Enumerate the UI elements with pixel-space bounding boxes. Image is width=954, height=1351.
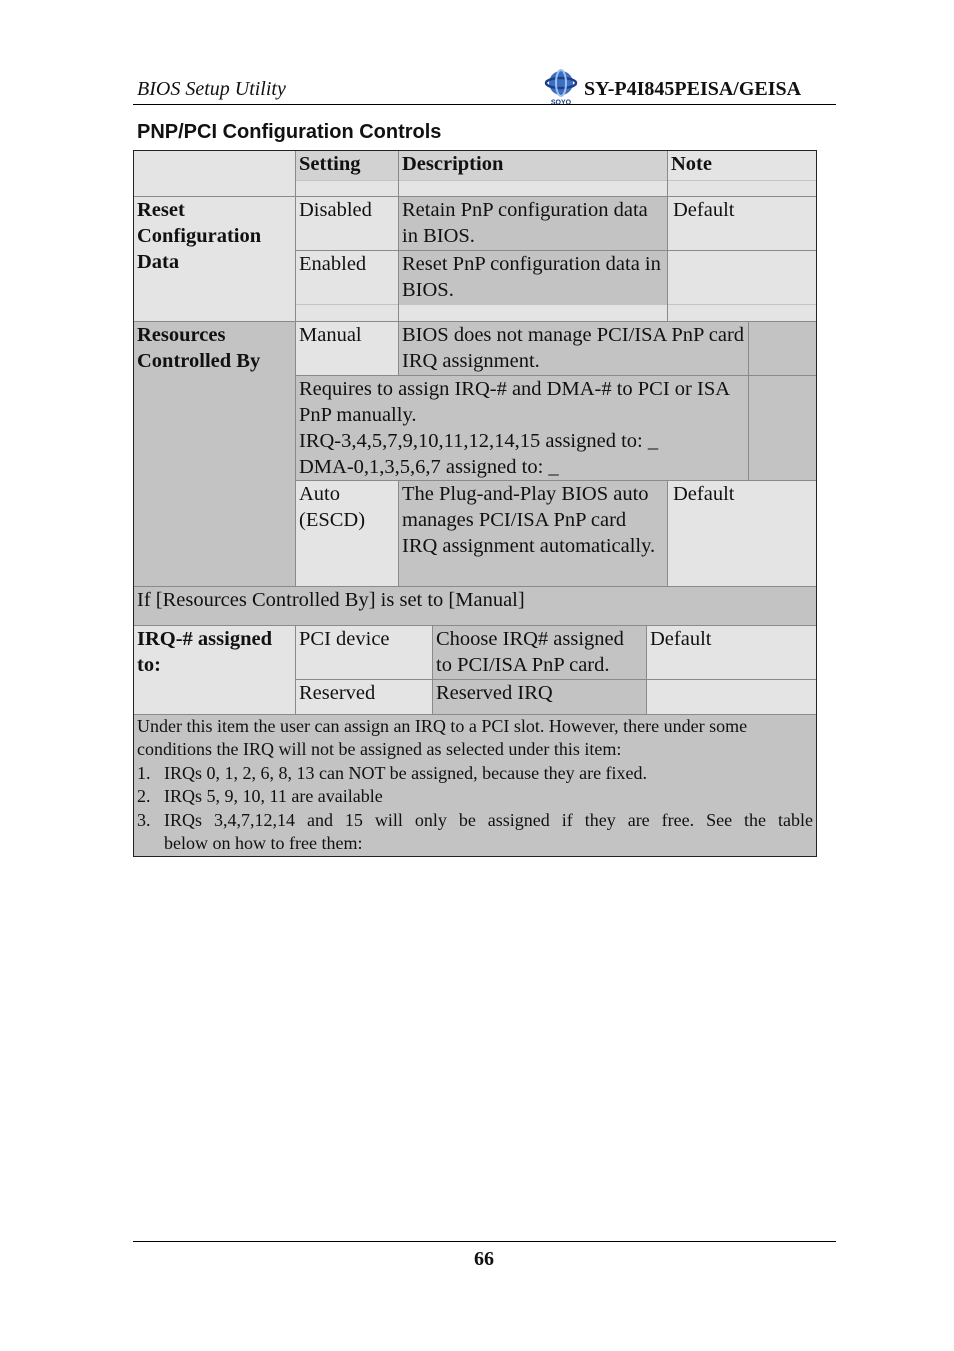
reset-enabled-description: Reset PnP configuration data in BIOS. bbox=[399, 251, 667, 304]
reset-disabled-note: Default bbox=[668, 197, 816, 250]
column-header-description: Description bbox=[399, 151, 667, 180]
resources-manual-detail bbox=[296, 376, 748, 480]
footer-rule bbox=[133, 1241, 836, 1242]
irq-pci-device-note: Default bbox=[647, 626, 816, 679]
manual-detail-line-3: DMA-0,1,3,5,6,7 assigned to: _ bbox=[299, 456, 559, 478]
column-header-note: Note bbox=[668, 151, 816, 180]
irq-reserved-description: Reserved IRQ bbox=[433, 680, 646, 714]
manual-detail-line-2: IRQ-3,4,5,7,9,10,11,12,14,15 assigned to: _ bbox=[299, 430, 659, 452]
manual-condition-row: If [Resources Controlled By] is set to [Manual] bbox=[134, 587, 816, 625]
reset-enabled-setting: Enabled bbox=[296, 251, 398, 304]
irq-reserved-setting: Reserved bbox=[296, 680, 432, 714]
irq-assigned-label: IRQ-# assigned to: bbox=[134, 626, 295, 714]
irq-pci-device-description: Choose IRQ# assigned to PCI/ISA PnP card. bbox=[433, 626, 646, 679]
irq-pci-device-setting: PCI device bbox=[296, 626, 432, 679]
manual-detail-line-1: Requires to assign IRQ-# and DMA-# to PCI or ISA PnP manually. bbox=[299, 378, 729, 426]
irq-notes-intro: Under this item the user can assign an IRQ to a PCI slot. However, there under some conditions the IRQ will not be assigned as selected under this item: bbox=[137, 716, 748, 760]
list-item: 1. IRQs 0, 1, 2, 6, 8, 13 can NOT be assigned, because they are fixed. bbox=[137, 762, 648, 783]
reset-disabled-description: Retain PnP configuration data in BIOS. bbox=[399, 197, 667, 250]
resources-auto-note: Default bbox=[668, 481, 816, 586]
pnp-pci-settings-table bbox=[133, 150, 817, 857]
reset-configuration-label: Reset Configuration Data bbox=[134, 197, 295, 321]
reset-disabled-setting: Disabled bbox=[296, 197, 398, 250]
resources-auto-description: The Plug-and-Play BIOS auto manages PCI/ISA PnP card IRQ assignment automatically. bbox=[399, 481, 667, 586]
running-header-title: BIOS Setup Utility bbox=[137, 78, 286, 100]
soyo-logo-icon bbox=[543, 68, 579, 106]
page-number: 66 bbox=[474, 1248, 494, 1270]
running-header-model: SY-P4I845PEISA/GEISA bbox=[584, 78, 802, 100]
header-blank-cell bbox=[134, 151, 295, 196]
section-title: PNP/PCI Configuration Controls bbox=[137, 121, 442, 143]
reset-enabled-note bbox=[668, 251, 816, 304]
irq-notes bbox=[134, 715, 816, 856]
resources-controlled-label: Resources Controlled By bbox=[134, 322, 295, 586]
list-item: 3. IRQs 3,4,7,12,14 and 15 will only be assigned if they are free. See the table below on how to free them: bbox=[137, 809, 813, 854]
resources-manual-setting: Manual bbox=[296, 322, 398, 375]
list-item: 2. IRQs 5, 9, 10, 11 are available bbox=[137, 786, 383, 807]
header-rule bbox=[133, 104, 836, 105]
resources-manual-description: BIOS does not manage PCI/ISA PnP card IRQ assignment. bbox=[399, 322, 748, 375]
irq-reserved-note bbox=[647, 680, 816, 714]
svg-text:SOYO: SOYO bbox=[550, 99, 572, 106]
column-header-setting: Setting bbox=[296, 151, 398, 180]
resources-auto-setting: Auto (ESCD) bbox=[296, 481, 398, 586]
